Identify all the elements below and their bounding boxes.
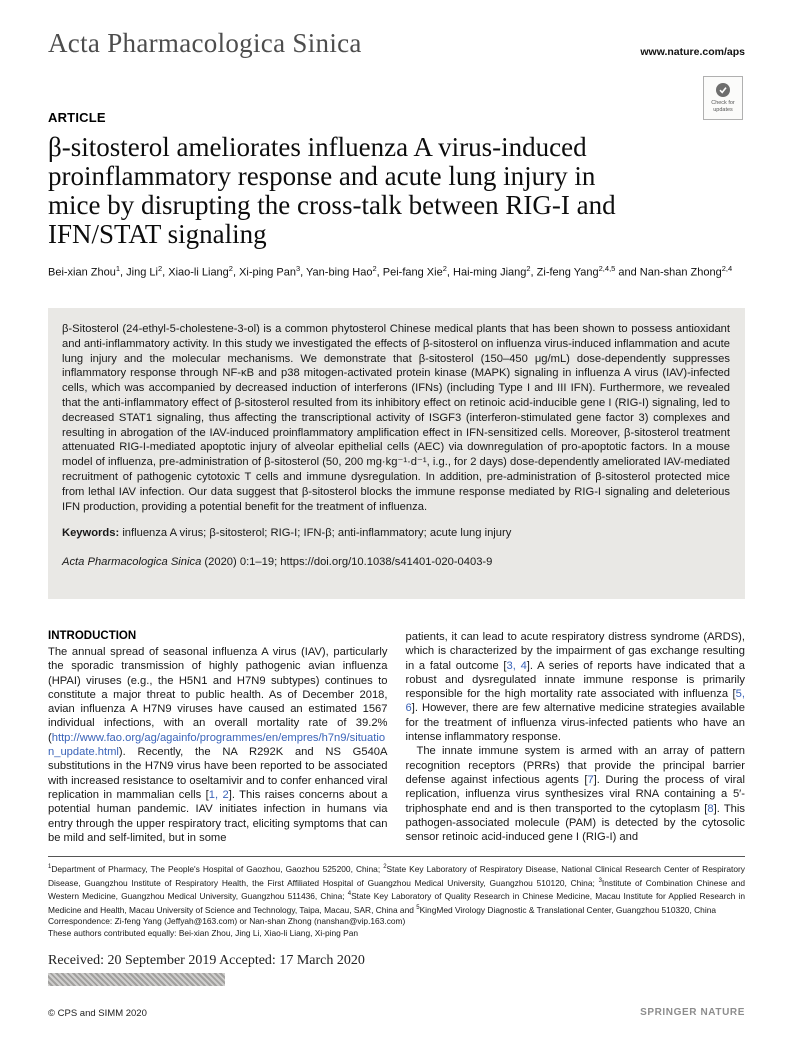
text-segment: State Key Laboratory of Respiratory Disease, National Clinical Research Center of Respiratory Disease, Guangzhou Institute of Respiratory Health, the First Affiliated Hospital of Guangzhou Medical University, Guangzhou 510120, China; <box>48 863 745 888</box>
citation-journal: Acta Pharmacologica Sinica <box>62 556 202 569</box>
superscript: 5 <box>416 904 420 911</box>
publisher-logo: SPRINGER NATURE <box>640 1007 745 1018</box>
check-for-updates-badge[interactable] <box>703 76 743 120</box>
correspondence-line: Correspondence: Zi-feng Yang (Jeffyah@163.com) or Nan-shan Zhong (nanshan@vip.163.com) <box>48 916 406 927</box>
superscript: 3 <box>598 877 602 884</box>
abstract-box <box>48 308 745 599</box>
article-type-label: ARTICLE <box>48 110 106 125</box>
text-segment: , Hai-ming Jiang <box>446 266 527 279</box>
text-segment: State Key Laboratory of Quality Research in Chinese Medicine, Macau Institute for Applied Research in Medicine and Health, Macau University of Science and Technology, Taipa, Macau, SAR, China and <box>48 890 745 915</box>
superscript: 1 <box>48 864 52 870</box>
section-heading-introduction: INTRODUCTION <box>48 630 137 642</box>
text-segment: , Jing Li <box>120 266 158 279</box>
inline-link[interactable]: http://www.fao.org/ag/againfo/programmes/en/empres/h7n9/situation_update.html <box>48 731 386 759</box>
text-segment: , Yan-bing Hao <box>300 266 373 279</box>
text-segment: The innate immune system is armed with an array of pattern recognition receptors (PRRs) that provide the principal barrier defense against infectious agents [ <box>405 745 745 786</box>
check-for-updates-icon <box>715 82 731 98</box>
superscript: 2 <box>157 264 163 273</box>
intro-paragraph-right-1 <box>406 630 746 744</box>
text-segment: , Zi-feng Yang <box>530 266 599 279</box>
text-segment: , Xiao-li Liang <box>162 266 229 279</box>
intro-paragraph-right-2 <box>406 744 746 844</box>
equal-contribution-line: These authors contributed equally: Bei-xian Zhou, Jing Li, Xiao-li Liang, Xi-ping Pan <box>48 928 359 939</box>
text-segment: , Xi-ping Pan <box>232 266 296 279</box>
keywords-label: Keywords: <box>62 527 120 540</box>
text-segment: patients, it can lead to acute respiratory distress syndrome (ARDS), which is characterized by the impairment of gas exchange resulting in a fatal outcome [ <box>405 631 745 672</box>
body-columns <box>48 630 745 845</box>
abstract-text: β-Sitosterol (24-ethyl-5-cholestene-3-ol) is a common phytosterol Chinese medical plants that has been shown to possess antioxidant and anti-inflammatory activity. In this study we investigated the effects of β-sitosterol on influenza virus-induced inflammation and acute lung injury and the molecular mechanisms. We demonstrate that β-sitosterol (150–450 μg/mL) dose-dependently suppresses inflammatory response through NF-κB and p38 mitogen-activated protein kinase (MAPK) signaling in influenza A virus (IAV)-infected cells, which was accompanied by decreased induction of interferons (IFNs) (including Type I and III IFN). Furthermore, we revealed that the anti-inflammatory effect of β-sitosterol resulted from its inhibitory effect on retinoic acid-inducible gene I (RIG-I) signaling, led to decreased STAT1 signaling, thus affecting the transcriptional activity of ISGF3 (interferon-stimulated gene factor 3) complexes and resulting in abrogation of the IAV-induced proinflammatory amplification effect in IFN-sensitized cells. Moreover, β-sitosterol treatment attenuated RIG-I-mediated apoptotic injury of alveolar epithelial cells (AEC) via downregulation of pro-apoptotic factors. In a mouse model of influenza, pre-administration of β-sitosterol (50, 200 mg·kg⁻¹·d⁻¹, i.g., for 2 days) dose-dependently ameliorated IAV-mediated recruitment of pathogenic cytotoxic T cells and immune dysregulation. In addition, pre-administration of β-sitosterol protected mice from lethal IAV infection. Our data suggest that β-sitosterol blocks the immune response mediated by RIG-I signaling and deleterious IFN production, providing a potential benefit for the treatment of influenza. <box>62 323 730 513</box>
text-segment: Department of Pharmacy, The People's Hospital of Gaozhou, Gaozhou 525200, China; <box>51 863 384 874</box>
superscript: 2,4,5 <box>598 264 616 273</box>
superscript: 2 <box>383 864 387 870</box>
paper-title: β-sitosterol ameliorates influenza A virus-induced proinflammatory response and acute lung injury in mice by disrupting the cross-talk between RIG-I and IFN/STAT signaling <box>48 132 616 249</box>
journal-website-link[interactable]: www.nature.com/aps <box>640 46 745 58</box>
keywords-line <box>62 526 730 541</box>
left-column <box>48 630 388 845</box>
inline-link[interactable]: 1, 2 <box>208 788 229 801</box>
superscript: 4 <box>347 891 352 898</box>
inline-link[interactable]: 8 <box>707 802 714 815</box>
inline-link[interactable]: 3, 4 <box>506 659 527 672</box>
superscript: 2 <box>372 264 377 273</box>
affiliations-text <box>48 862 745 916</box>
footnotes-block <box>48 862 745 940</box>
text-segment: ]. During the process of viral replication, influenza virus synthesizes viral RNA containing a 5′-triphosphate end and is then transported to the cytoplasm [ <box>405 773 746 815</box>
author-list <box>48 261 738 281</box>
superscript: 2 <box>526 264 531 273</box>
text-segment: and Nan-shan Zhong <box>615 266 722 279</box>
text-segment: KingMed Virology Diagnostic & Translational Center, Guangzhou 510320, China <box>419 904 717 915</box>
copyright-notice: © CPS and SIMM 2020 <box>48 1008 147 1019</box>
text-segment: Bei-xian Zhou <box>48 266 116 279</box>
text-segment: ]. This pathogen-associated molecule (PAM) is detected by the cytosolic sensor retinoic acid-induced gene I (RIG-I) and <box>405 802 745 844</box>
superscript: 1 <box>115 264 121 273</box>
superscript: 2,4 <box>721 264 733 273</box>
citation-line <box>62 555 730 570</box>
text-segment: ]. However, there are few alternative medicine strategies available for the treatment of influenza virus-infected patients who have an intense inflammatory response. <box>405 702 745 744</box>
text-segment: ]. This raises concerns about a potential human pandemic. IAV initiates infection in humans via entry through the upper respiratory tract, eliciting symptoms that can be mild and self-limited, but in some <box>48 788 388 844</box>
footnote-divider <box>48 856 745 857</box>
inline-link[interactable]: 5, 6 <box>405 688 745 715</box>
superscript: 3 <box>295 264 301 273</box>
intro-paragraph-left <box>48 645 388 845</box>
text-segment: , Pei-fang Xie <box>376 266 443 279</box>
received-accepted-dates: Received: 20 September 2019 Accepted: 17 March 2020 <box>48 953 365 968</box>
right-column <box>406 630 746 845</box>
text-segment: The annual spread of seasonal influenza A virus (IAV), particularly the sporadic transmission of highly pathogenic avian influenza (HPAI) viruses (e.g., the H5N1 and H7N9 subtypes) continues to constitute a major threat to public health. As of December 2018, avian influenza A H7N9 viruses have caused an estimated 1567 individual infections, with an overall mortality rate of 39.2% ( <box>48 646 388 744</box>
journal-title: Acta Pharmacologica Sinica <box>48 28 362 58</box>
text-segment: Institute of Combination Chinese and Western Medicine, Guangzhou Medical University, Guangzhou 511436, China; <box>48 877 745 901</box>
check-for-updates-label: Check for updates <box>711 99 735 113</box>
keywords-value: influenza A virus; β-sitosterol; RIG-I; IFN-β; anti-inflammatory; acute lung injury <box>122 527 512 540</box>
text-segment: ). Recently, the NA R292K and NS G540A substitutions in the H7N9 virus have been reported to be associated with increased resistance to oseltamivir and to confer enhanced viral replication in mammalian cells [ <box>48 746 388 801</box>
superscript: 2 <box>228 264 233 273</box>
text-segment: ]. A series of reports have indicated that a robust and dysregulated innate immune response is primarily responsible for the high mortality rate associated with influenza [ <box>405 659 745 701</box>
citation-details: (2020) 0:1–19; https://doi.org/10.1038/s41401-020-0403-9 <box>201 556 493 569</box>
redacted-text-bar <box>48 973 225 986</box>
superscript: 2 <box>442 264 447 273</box>
inline-link[interactable]: 7 <box>587 773 594 786</box>
